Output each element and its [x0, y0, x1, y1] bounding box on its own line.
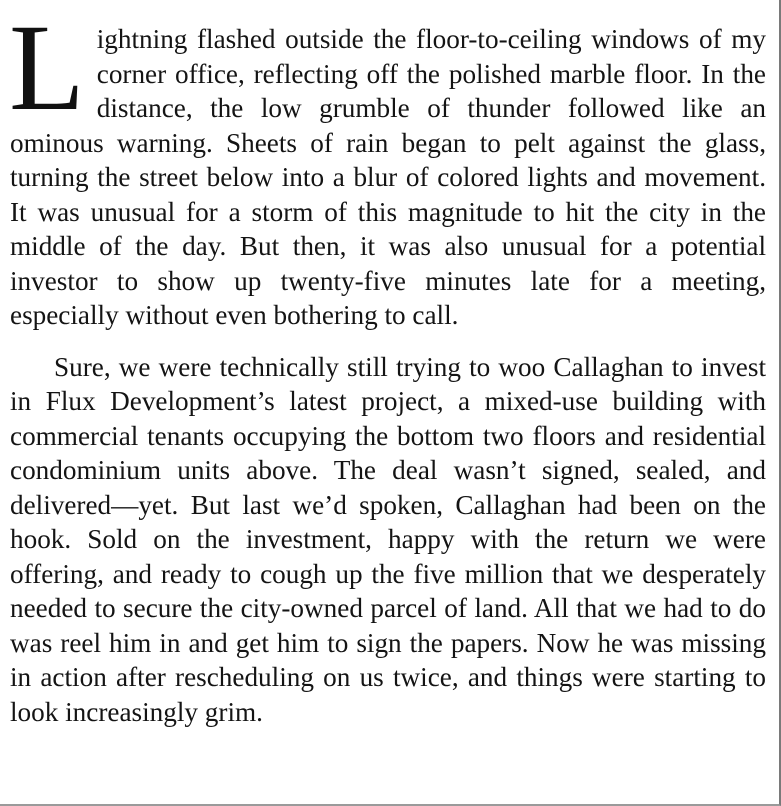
paragraph-2: Sure, we were technically still trying to woo Callaghan to invest in Flux Development’s latest project, a mixed-use building with commercial tenants occupying the bottom two floors and residential condominium units above. The deal wasn’t signed, sealed, and delivered—yet. But last we’d spoken, Callaghan had been on the hook. Sold on the investment, happy with the return we were offering, and ready to cough up the five million that we desperately needed to secure the city-owned parcel of land. All that we had to do was reel him in and get him to sign the papers. Now he was missing in action after rescheduling on us twice, and things were starting to look increasingly grim. [10, 351, 766, 727]
paragraph-1 [9, 0, 766, 333]
story-text [9, 0, 766, 729]
drop-cap-letter: L [9, 0, 85, 136]
paragraph-1-text: ightning flashed outside the floor-to-ceiling windows of my corner office, reflecting off the polished marble floor. In the distance, the low grumble of thunder followed like an ominous warning. Sheets of rain began to pelt against the glass, turning the street below into a blur of colored lights and movement. It was unusual for a storm of this magnitude to hit the city in the middle of the day. But then, it was also unusual for a potential investor to show up twenty-five minutes late for a meeting, especially without even bothering to call. [10, 24, 766, 330]
